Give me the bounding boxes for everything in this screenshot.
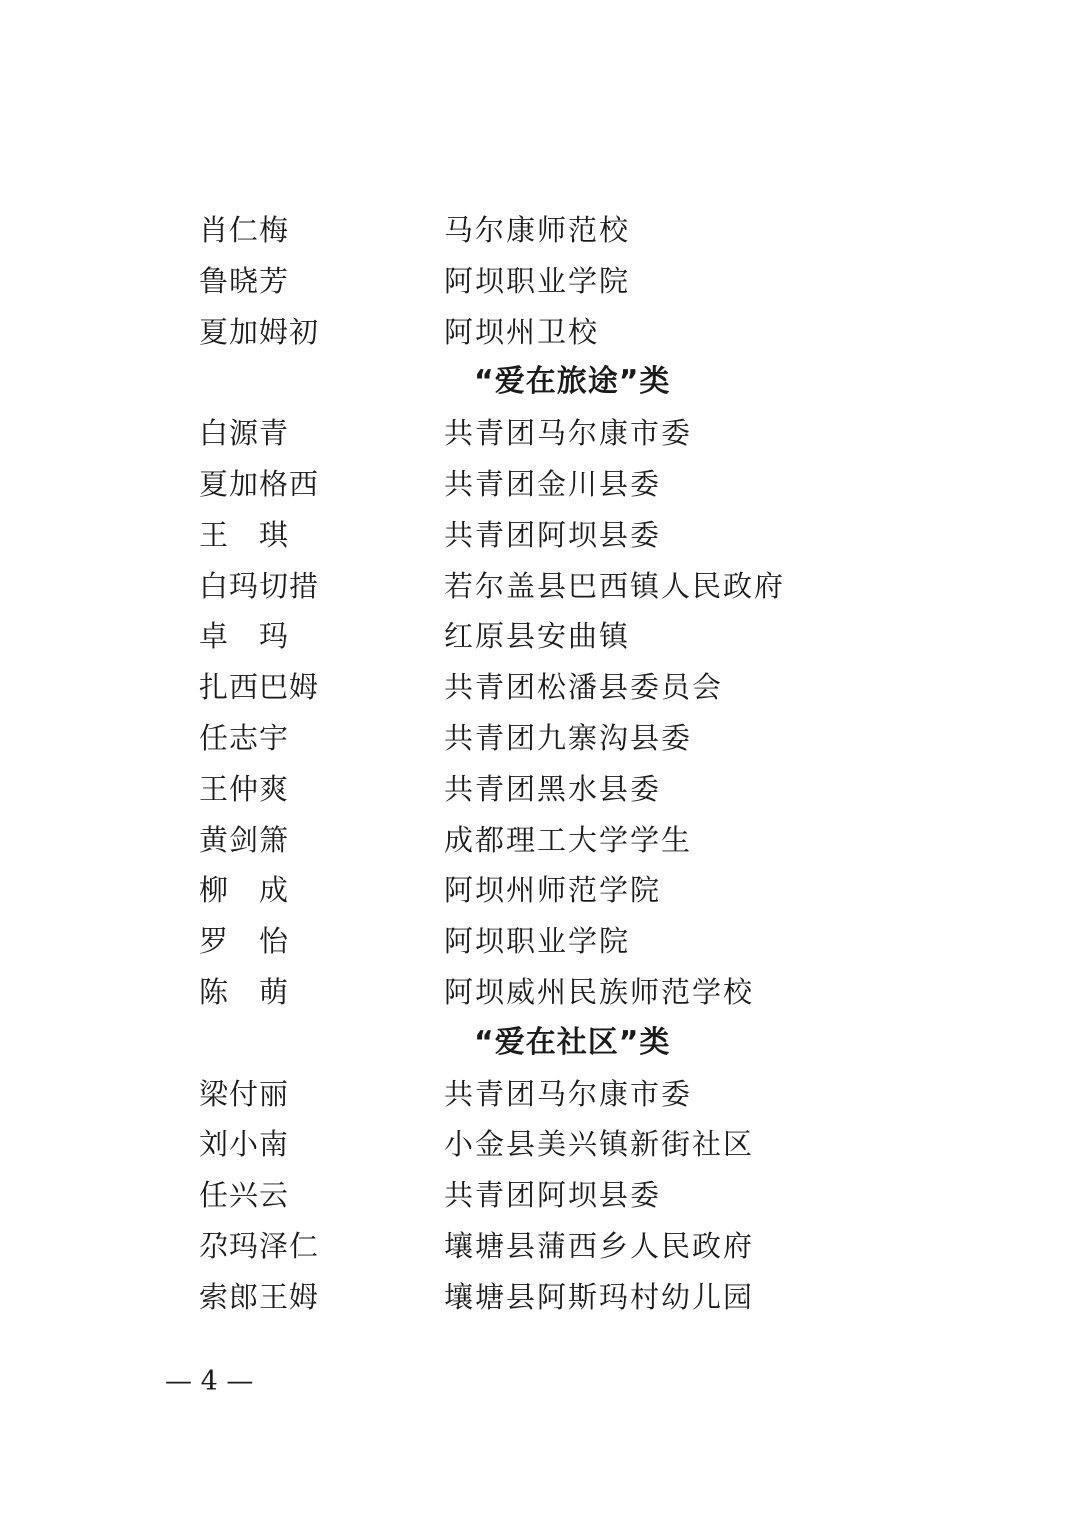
section-heading (0, 1018, 1080, 1069)
list-item (0, 1221, 1080, 1272)
person-name: 白源青 (199, 416, 290, 451)
list-item (0, 1119, 1080, 1170)
list-item (0, 1272, 1080, 1323)
person-name: 陈 萌 (199, 974, 290, 1009)
person-name: 夏加格西 (199, 466, 320, 501)
person-name: 扎西巴姆 (199, 670, 320, 705)
list-item (0, 408, 1080, 459)
person-name: 肖仁梅 (199, 213, 290, 247)
person-name: 柳 成 (199, 873, 290, 908)
list-item (0, 662, 1080, 713)
person-name: 尕玛泽仁 (199, 1228, 320, 1263)
organization: 共青团马尔康市委 (444, 416, 693, 451)
organization: 成都理工大学学生 (444, 822, 693, 857)
organization: 红原县安曲镇 (444, 619, 631, 654)
list-item (0, 713, 1080, 764)
list-item (0, 307, 1080, 358)
list-item (0, 764, 1080, 815)
section-heading (0, 357, 1080, 408)
list-item (0, 611, 1080, 662)
organization: 阿坝职业学院 (444, 263, 631, 298)
page-number: — 4 — (165, 1366, 254, 1397)
section-heading-text: “爱在旅途”类 (474, 364, 671, 400)
organization: 共青团九寨沟县委 (444, 720, 693, 755)
person-name: 任兴云 (199, 1178, 290, 1213)
award-list (0, 205, 1080, 1323)
organization: 阿坝州师范学院 (444, 873, 662, 908)
organization: 马尔康师范校 (444, 213, 631, 247)
list-item (0, 865, 1080, 916)
person-name: 鲁晓芳 (199, 263, 290, 298)
list-item (0, 510, 1080, 561)
organization: 小金县美兴镇新街社区 (444, 1127, 755, 1162)
organization: 共青团金川县委 (444, 466, 662, 501)
organization: 阿坝职业学院 (444, 924, 631, 959)
person-name: 刘小南 (199, 1127, 290, 1162)
organization: 若尔盖县巴西镇人民政府 (444, 568, 786, 603)
person-name: 梁付丽 (199, 1076, 290, 1111)
list-item (0, 205, 1080, 256)
list-item (0, 916, 1080, 967)
person-name: 王仲爽 (199, 771, 290, 806)
person-name: 索郎王姆 (199, 1279, 320, 1314)
organization: 阿坝威州民族师范学校 (444, 974, 755, 1009)
organization: 共青团阿坝县委 (444, 1178, 662, 1213)
list-item (0, 815, 1080, 866)
organization: 共青团马尔康市委 (444, 1076, 693, 1111)
organization: 壤塘县蒲西乡人民政府 (444, 1228, 755, 1263)
person-name: 白玛切措 (199, 568, 320, 603)
person-name: 任志宇 (199, 720, 290, 755)
person-name: 卓 玛 (199, 619, 290, 654)
section-heading-text: “爱在社区”类 (474, 1024, 671, 1060)
organization: 共青团松潘县委员会 (444, 670, 724, 705)
organization: 共青团黑水县委 (444, 771, 662, 806)
organization: 共青团阿坝县委 (444, 517, 662, 552)
organization: 阿坝州卫校 (444, 314, 600, 349)
list-item (0, 967, 1080, 1018)
list-item (0, 1170, 1080, 1221)
list-item (0, 561, 1080, 612)
person-name: 黄剑箫 (199, 822, 290, 857)
list-item (0, 459, 1080, 510)
organization: 壤塘县阿斯玛村幼儿园 (444, 1279, 755, 1314)
person-name: 夏加姆初 (199, 314, 320, 349)
list-item (0, 1069, 1080, 1120)
person-name: 王 琪 (199, 517, 290, 552)
list-item (0, 256, 1080, 307)
person-name: 罗 怡 (199, 924, 290, 959)
